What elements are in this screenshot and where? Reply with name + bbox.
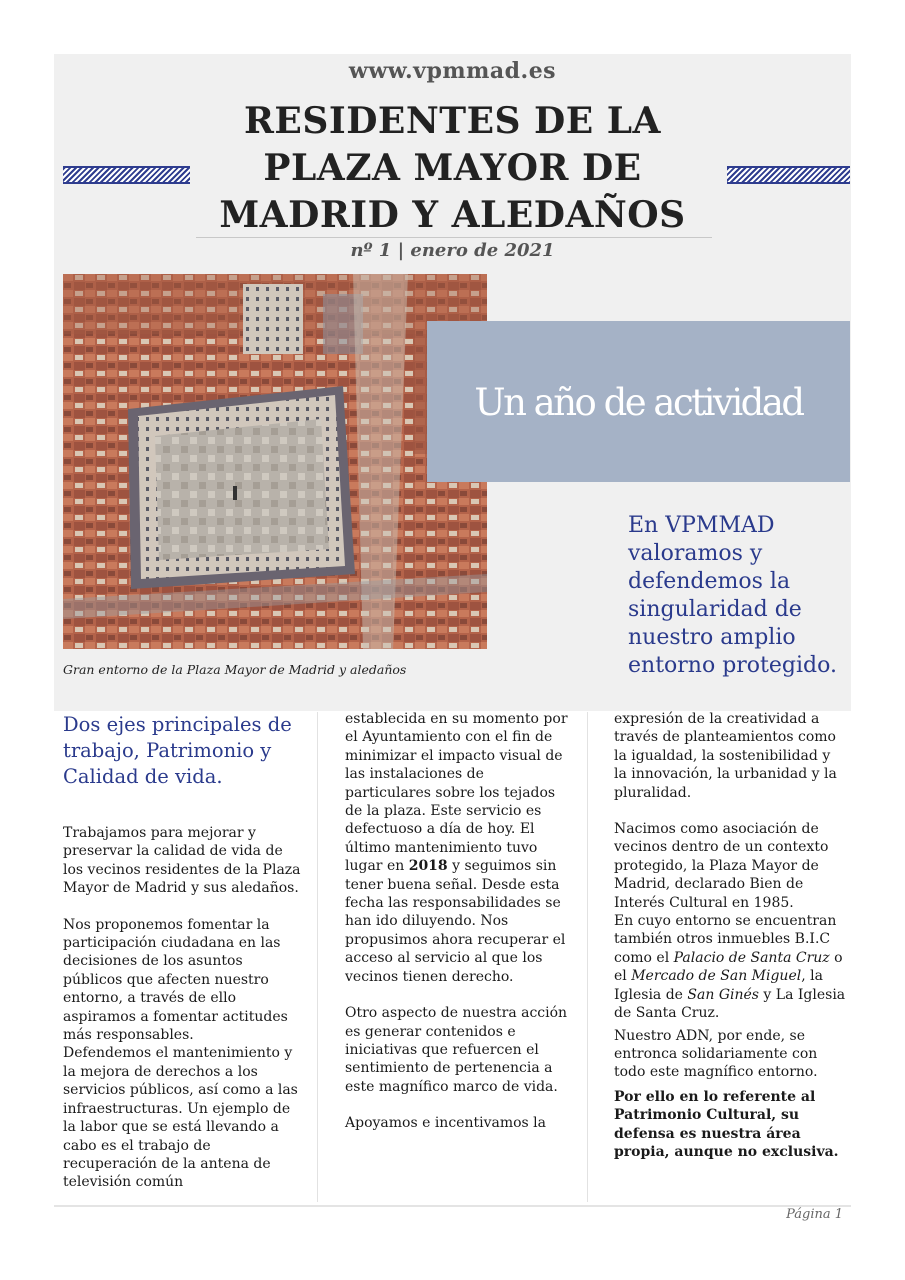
paragraph: Nuestro ADN, por ende, se entronca solidariamente con todo este magnífico entorno.: [614, 1027, 818, 1081]
headline-banner: [427, 321, 850, 482]
text-span: En cuyo entorno se encuentran también otros inmuebles B.I.C como el: [614, 913, 837, 966]
footer-rule: [54, 1205, 851, 1207]
text-span: y La Iglesia de Santa Cruz.: [614, 986, 846, 1022]
column-divider-1: [317, 712, 318, 1202]
year-emphasis: 2018: [408, 858, 448, 875]
paragraph: Otro aspecto de nuestra acción es generar contenidos e iniciativas que refuercen el sentimiento de pertenencia a este magnífico marco de vida.: [345, 1005, 568, 1095]
text-span: establecida en su momento por el Ayuntamiento con el fin de minimizar el impacto visual de las instalaciones de particulares sobre los tejados de la plaza. Este servicio es defectuoso a día de hoy. El último mantenimiento tuvo lugar en: [345, 711, 568, 875]
column-3: [614, 710, 846, 1161]
section-heading: Dos ejes principales de trabajo, Patrimonio y Calidad de vida.: [63, 713, 292, 788]
headline-text: Un año de actividad: [474, 381, 803, 424]
bold-statement: Por ello en lo referente al Patrimonio Cultural, su defensa es nuestra área propia, aunque no exclusiva.: [614, 1088, 839, 1160]
pull-quote: En VPMMAD valoramos y defendemos la singularidad de nuestro amplio entorno protegido.: [628, 513, 837, 678]
paragraph: expresión de la creatividad a través de planteamientos como la igualdad, la sostenibilidad y la innovación, la urbanidad y la pluralidad.: [614, 711, 837, 801]
paragraph: Defendemos el mantenimiento y la mejora de derechos a los servicios públicos, así como a las infraestructuras. Un ejemplo de la labor que se está llevando a cabo es el trabajo de recuperación de la antena de televisión común: [63, 1045, 298, 1191]
photo-caption: Gran entorno de la Plaza Mayor de Madrid y aledaños: [63, 662, 407, 677]
plaza-mayor-aerial-photo: [63, 274, 487, 649]
paragraph: Nacimos como asociación de vecinos dentro de un contexto protegido, la Plaza Mayor de Madrid, declarado Bien de Interés Cultural en 1985.: [614, 821, 829, 911]
paragraph: Apoyamos e incentivamos la: [345, 1115, 546, 1132]
text-span: , la Iglesia de: [614, 968, 823, 1003]
website-url: www.vpmmad.es: [348, 58, 557, 84]
italic-place: Mercado de San Miguel: [631, 968, 802, 985]
column-1: [63, 710, 301, 1192]
page-number: Página 1: [786, 1207, 843, 1222]
decorative-stripe-left: [63, 166, 190, 184]
newsletter-title: [190, 98, 715, 239]
title-divider: [196, 237, 712, 238]
paragraph: [614, 912, 846, 1022]
italic-place: San Ginés: [687, 986, 759, 1003]
italic-place: Palacio de Santa Cruz: [673, 949, 830, 966]
issue-info: nº 1 | enero de 2021: [350, 240, 555, 261]
paragraph: [345, 710, 570, 986]
text-span: o el: [614, 949, 843, 985]
title-line-3: MADRID Y ALEDAÑOS: [219, 194, 686, 236]
text-span: y seguimos sin tener buena señal. Desde esta fecha las responsabilidades se han ido diluyendo. Nos propusimos ahora recuperar el acceso al servicio al que los vecinos tienen derecho.: [345, 858, 566, 985]
title-line-2: PLAZA MAYOR DE: [263, 147, 642, 189]
column-2: [345, 710, 570, 1133]
title-line-1: RESIDENTES DE LA: [244, 100, 661, 142]
decorative-stripe-right: [727, 166, 850, 184]
paragraph: Nos proponemos fomentar la participación ciudadana en las decisiones de los asuntos públicos que afecten nuestro entorno, a través de ello aspiramos a fomentar actitudes más responsables.: [63, 916, 288, 1044]
paragraph: Trabajamos para mejorar y preservar la calidad de vida de los vecinos residentes de la Plaza Mayor de Madrid y sus aledaños.: [63, 825, 301, 897]
column-divider-2: [587, 712, 588, 1202]
